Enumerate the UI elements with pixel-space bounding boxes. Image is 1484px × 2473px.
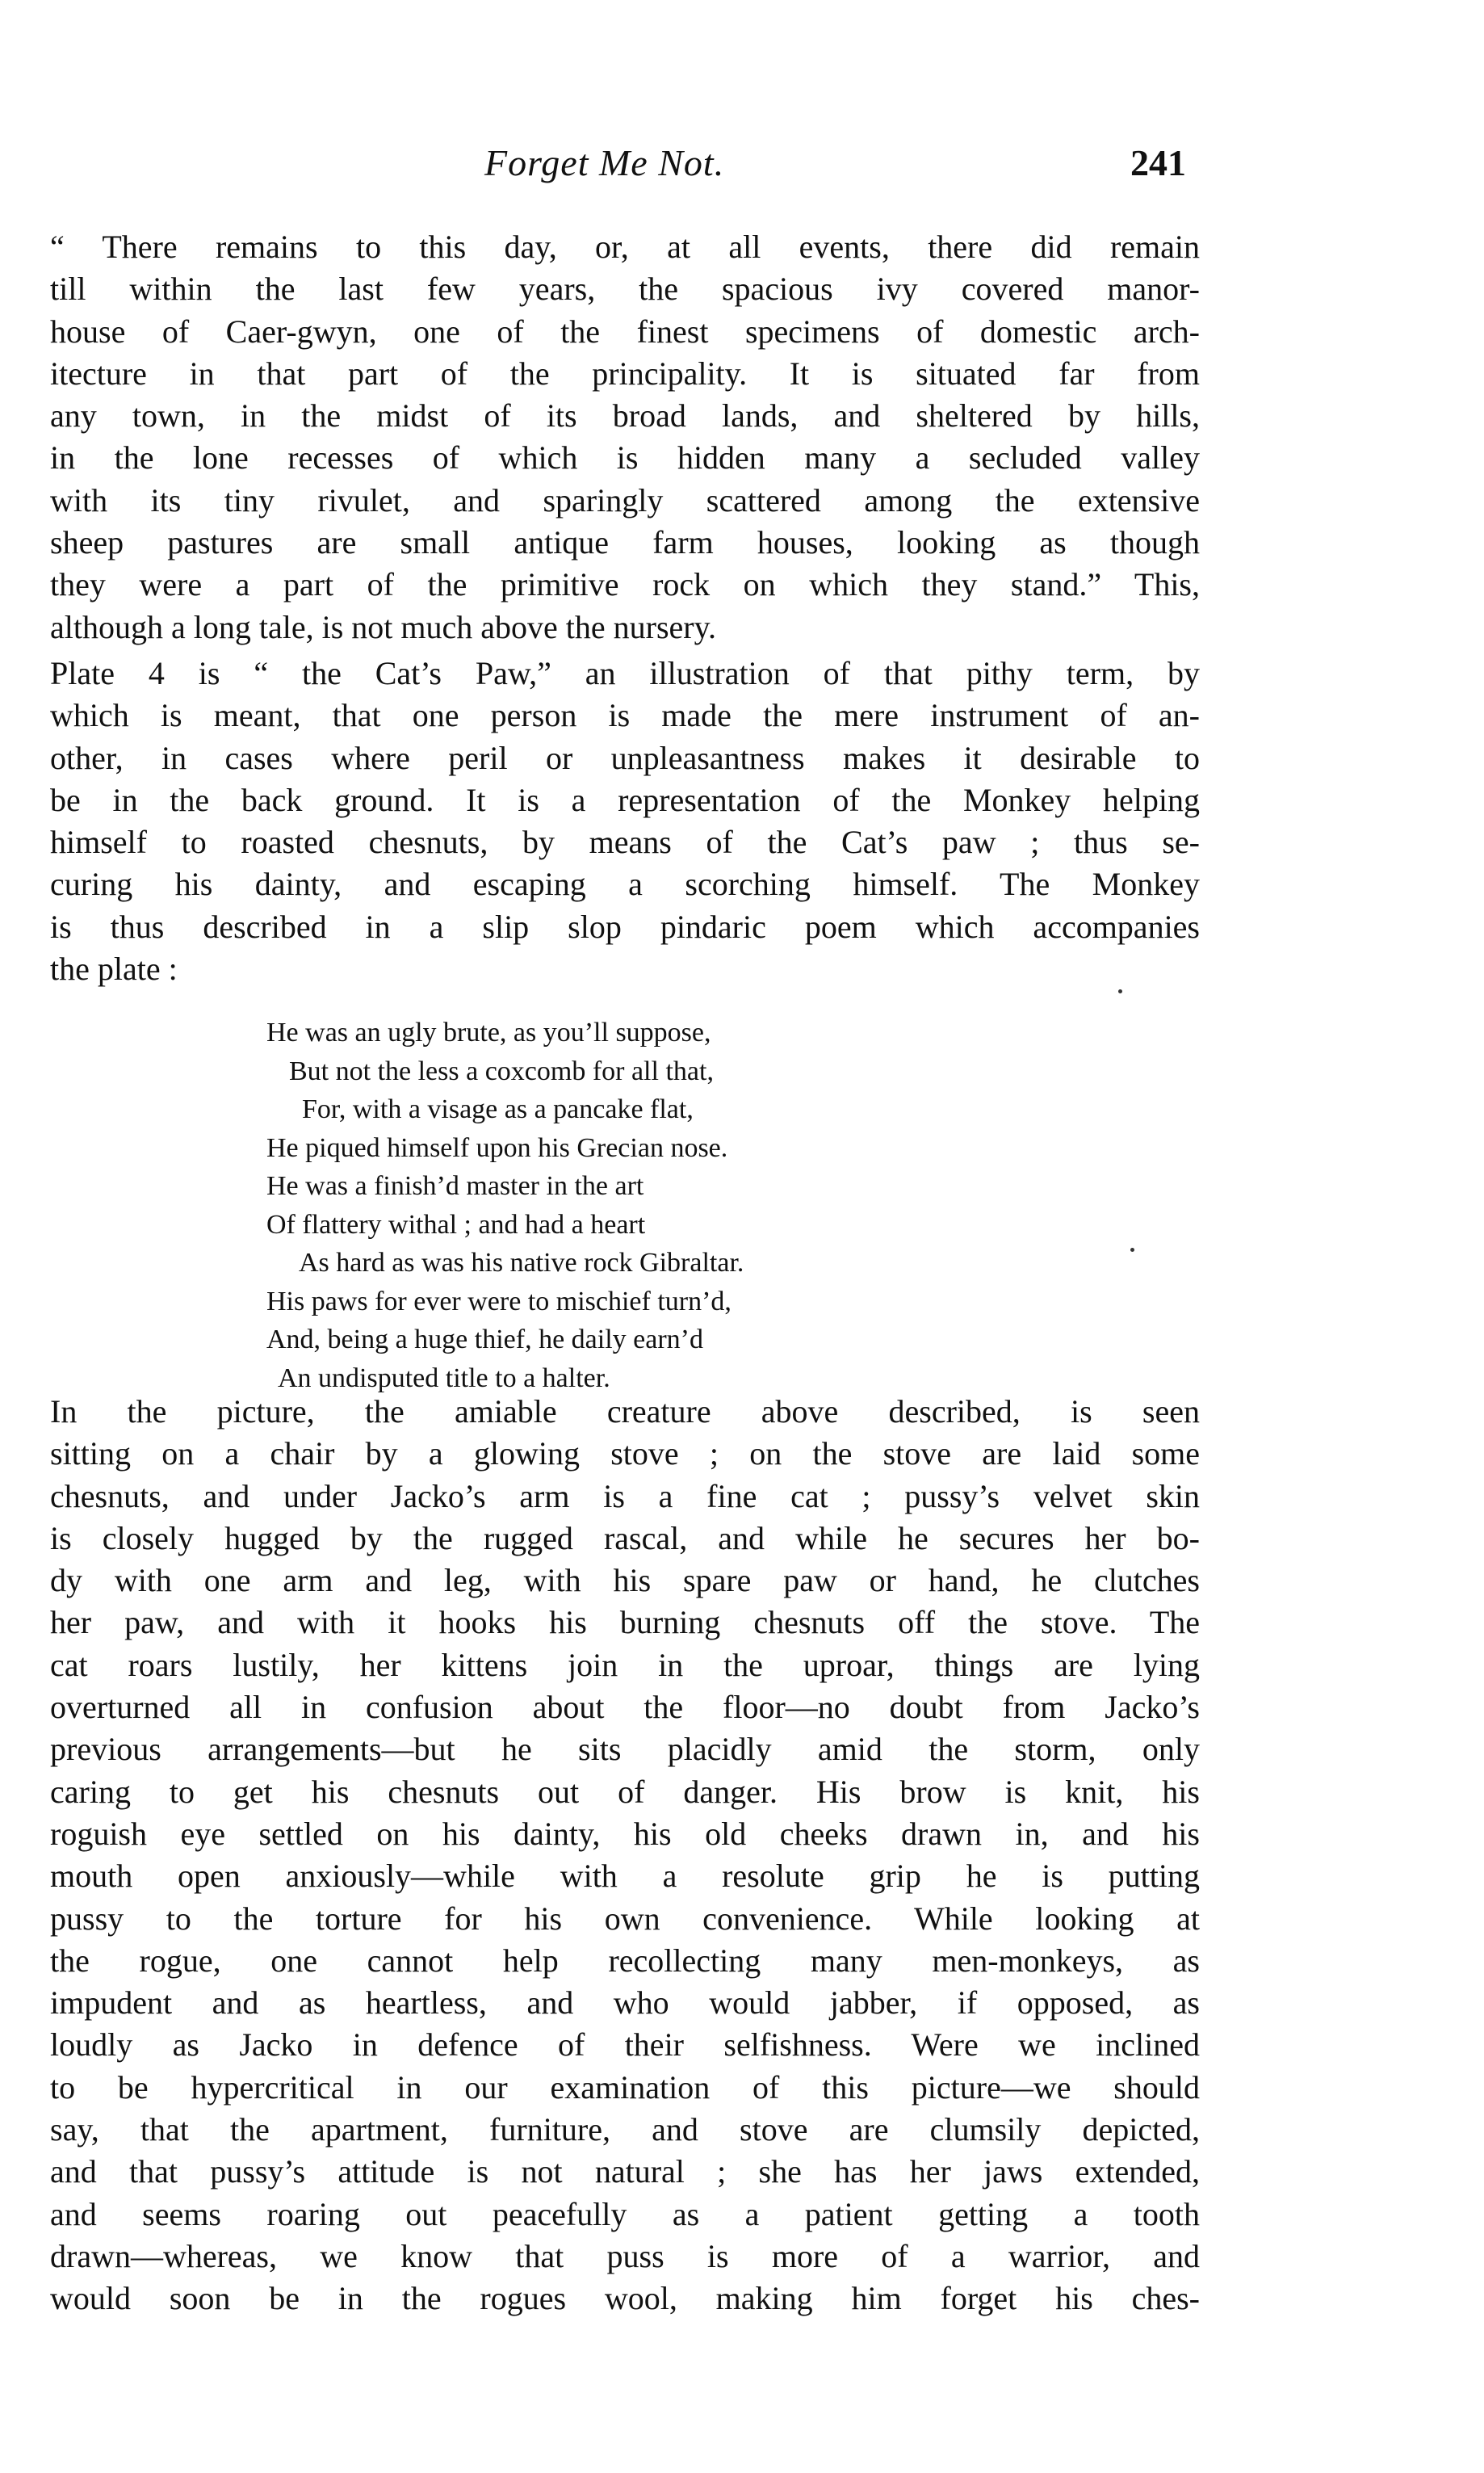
paragraph-picture-description [50,1391,1200,2320]
verse-line: As hard as was his native rock Gibraltar. [299,1248,744,1278]
text-line: loudly as Jacko in defence of their selfishness. Were we inclined [50,2026,1200,2064]
text-line: sheep pastures are small antique farm houses, looking as though [50,524,1200,561]
text-line: roguish eye settled on his dainty, his old cheeks drawn in, and his [50,1815,1200,1852]
text-line: mouth open anxiously—while with a resolute grip he is putting [50,1858,1200,1895]
text-line: himself to roasted chesnuts, by means of the Cat’s paw ; thus se- [50,824,1200,861]
text-line: previous arrangements—but he sits placidly amid the storm, only [50,1731,1200,1768]
verse-line: He piqued himself upon his Grecian nose. [266,1132,728,1163]
paragraph-quotation [50,226,1200,649]
text-line: dy with one arm and leg, with his spare paw or hand, he clutches [50,1562,1200,1599]
text-line: the plate : [50,951,178,988]
ink-speck [1118,989,1122,993]
text-line: In the picture, the amiable creature above described, is seen [50,1393,1200,1430]
text-line: pussy to the torture for his own convenience. While looking at [50,1900,1200,1937]
running-title: Forget Me Not. [484,142,725,183]
text-line: would soon be in the rogues wool, making him forget his ches- [50,2280,1200,2317]
text-line: in the lone recesses of which is hidden many a secluded valley [50,439,1200,477]
text-line: caring to get his chesnuts out of danger. His brow is knit, his [50,1773,1200,1810]
text-line: is closely hugged by the rugged rascal, and while he secures her bo- [50,1519,1200,1556]
text-line: be in the back ground. It is a representation of the Monkey helping [50,781,1200,818]
text-line: drawn—whereas, we know that puss is more of a warrior, and [50,2237,1200,2274]
text-line: sitting on a chair by a glowing stove ; on the stove are laid some [50,1435,1200,1472]
running-header [0,141,1484,198]
text-line: and seems roaring out peacefully as a patient getting a tooth [50,2195,1200,2232]
verse-line: His paws for ever were to mischief turn’d, [266,1286,732,1316]
text-line: say, that the apartment, furniture, and stove are clumsily depicted, [50,2111,1200,2148]
verse-line: And, being a huge thief, he daily earn’d [266,1325,703,1354]
text-line: overturned all in confusion about the floor—no doubt from Jacko’s [50,1689,1200,1726]
verse-line: For, with a visage as a pancake flat, [302,1094,694,1124]
text-line: other, in cases where peril or unpleasantness makes it desirable to [50,739,1200,776]
text-line: cat roars lustily, her kittens join in the uproar, things are lying [50,1646,1200,1683]
verse-line: Of flattery withal ; and had a heart [266,1209,646,1240]
poem-excerpt [266,1014,993,1397]
text-line: her paw, and with it hooks his burning chesnuts off the stove. The [50,1604,1200,1641]
page-number: 241 [1130,142,1186,183]
text-line: which is meant, that one person is made the mere instrument of an- [50,697,1200,734]
text-line: “ There remains to this day, or, at all events, there did remain [50,229,1200,265]
text-line: Plate 4 is “ the Cat’s Paw,” an illustration of that pithy term, by [50,655,1200,691]
verse-line: But not the less a coxcomb for all that, [289,1056,714,1086]
verse-line: He was a finish’d master in the art [266,1171,644,1201]
text-line: although a long tale, is not much above the nursery. [50,608,716,645]
text-line: the rogue, one cannot help recollecting many men-monkeys, as [50,1942,1200,1979]
text-line: curing his dainty, and escaping a scorching himself. The Monkey [50,866,1200,903]
verse-line: He was an ugly brute, as you’ll suppose, [266,1018,711,1048]
text-line: and that pussy’s attitude is not natural ; she has her jaws extended, [50,2153,1200,2190]
verse-line: An undisputed title to a halter. [278,1362,610,1393]
text-line: is thus described in a slip slop pindaric poem which accompanies [50,908,1200,945]
text-line: chesnuts, and under Jacko’s arm is a fine cat ; pussy’s velvet skin [50,1477,1200,1514]
text-line: with its tiny rivulet, and sparingly scattered among the extensive [50,481,1200,519]
text-line: impudent and as heartless, and who would jabber, if opposed, as [50,1984,1200,2022]
text-line: to be hypercritical in our examination of this picture—we should [50,2068,1200,2106]
text-line: itecture in that part of the principality. It is situated far from [50,355,1200,392]
text-line: till within the last few years, the spacious ivy covered manor- [50,271,1200,308]
ink-speck [1130,1248,1134,1252]
text-line: house of Caer-gwyn, one of the finest specimens of domestic arch- [50,313,1200,350]
text-line: they were a part of the primitive rock on which they stand.” This, [50,566,1200,603]
paragraph-plate-4 [50,653,1200,990]
text-line: any town, in the midst of its broad lands, and sheltered by hills, [50,397,1200,435]
